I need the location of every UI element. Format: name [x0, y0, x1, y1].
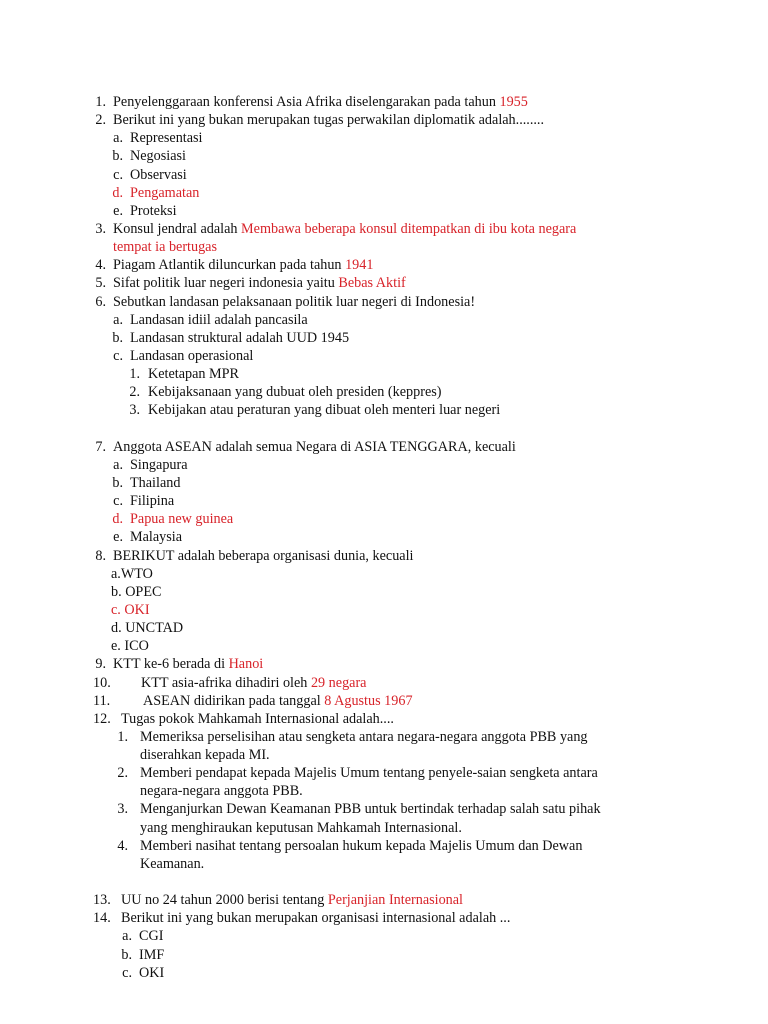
- option: [0, 964, 768, 982]
- item-label: 4.: [117, 837, 128, 854]
- option: [0, 637, 768, 655]
- question-4: [0, 256, 768, 274]
- option-text: b. OPEC: [111, 583, 162, 600]
- question-number: 2.: [95, 112, 106, 129]
- question-number: 11.: [93, 692, 111, 709]
- option: [0, 927, 768, 945]
- question-number: 13.: [93, 892, 111, 909]
- document-page: [0, 93, 768, 982]
- option-answer: [0, 510, 768, 528]
- answer-text: tempat ia bertugas: [113, 239, 218, 256]
- option: [0, 492, 768, 510]
- option: [0, 619, 768, 637]
- option-text: OKI: [139, 964, 165, 981]
- option-label: b.: [121, 946, 132, 963]
- question-text: Penyelenggaraan konferensi Asia Afrika diselengarakan pada tahun: [113, 94, 500, 110]
- option-label: e.: [113, 529, 123, 546]
- question-number: 7.: [95, 438, 106, 455]
- option-label: b.: [112, 474, 123, 491]
- question-9: [0, 655, 768, 673]
- option: [0, 166, 768, 184]
- sub-item: [0, 401, 768, 419]
- answer-text: 1955: [499, 94, 528, 110]
- option-label: d.: [112, 184, 123, 201]
- question-text: KTT asia-afrika dihadiri oleh: [141, 674, 311, 691]
- option-label: c.: [113, 493, 123, 510]
- item-text: Landasan operasional: [130, 347, 254, 364]
- list-item-continuation: [0, 782, 768, 800]
- list-item: [0, 800, 768, 818]
- question-text: Anggota ASEAN adalah semua Negara di ASIA TENGGARA, kecuali: [113, 438, 516, 455]
- item-text: negara-negara anggota PBB.: [140, 783, 303, 800]
- item-text: Keamanan.: [140, 855, 205, 872]
- question-number: 1.: [95, 94, 106, 110]
- option-text: Singapura: [130, 456, 188, 473]
- item-label: 1.: [117, 728, 128, 745]
- list-item: [0, 329, 768, 347]
- blank-line: [0, 420, 768, 438]
- question-number: 12.: [93, 710, 111, 727]
- option-text: Papua new guinea: [130, 511, 234, 528]
- sub-item: [0, 365, 768, 383]
- question-number: 14.: [93, 910, 111, 927]
- question-14: [0, 909, 768, 927]
- option: [0, 565, 768, 583]
- option-label: e.: [113, 202, 123, 219]
- answer-text: Hanoi: [228, 656, 264, 673]
- option: [0, 202, 768, 220]
- question-7: [0, 438, 768, 456]
- sub-item-label: 1.: [129, 366, 140, 383]
- list-item: [0, 311, 768, 329]
- item-label: 3.: [117, 801, 128, 818]
- sub-item-label: 2.: [129, 384, 140, 401]
- option: [0, 474, 768, 492]
- option-text: Negosiasi: [130, 148, 186, 165]
- option-text: a.WTO: [111, 565, 153, 582]
- question-number: 4.: [95, 257, 106, 274]
- question-text: Piagam Atlantik diluncurkan pada tahun: [113, 257, 346, 274]
- list-item: [0, 837, 768, 855]
- question-number: 8.: [95, 547, 106, 564]
- option: [0, 583, 768, 601]
- answer-text: 8 Agustus 1967: [324, 692, 413, 709]
- option-text: Filipina: [130, 493, 175, 510]
- item-text: diserahkan kepada MI.: [140, 747, 270, 764]
- answer-continuation: [0, 238, 768, 256]
- item-text: yang menghiraukan keputusan Mahkamah Internasional.: [140, 819, 462, 836]
- question-text: UU no 24 tahun 2000 berisi tentang: [121, 892, 328, 909]
- sub-item: [0, 383, 768, 401]
- option-label: a.: [113, 130, 123, 147]
- option-text: c. OKI: [111, 601, 150, 618]
- option-label: a.: [122, 928, 132, 945]
- option: [0, 528, 768, 546]
- option-label: c.: [122, 964, 132, 981]
- question-6: [0, 293, 768, 311]
- option-label: a.: [113, 456, 123, 473]
- option-text: Representasi: [130, 130, 203, 147]
- list-item: [0, 764, 768, 782]
- item-text: Memberi pendapat kepada Majelis Umum tentang penyele-saian sengketa antara: [140, 765, 598, 782]
- question-text: Sebutkan landasan pelaksanaan politik luar negeri di Indonesia!: [113, 293, 476, 310]
- option-label: d.: [112, 511, 123, 528]
- option-text: Observasi: [130, 166, 187, 183]
- item-label: b.: [112, 329, 123, 346]
- question-3: [0, 220, 768, 238]
- option-text: d. UNCTAD: [111, 620, 184, 637]
- question-number: 5.: [95, 275, 106, 292]
- answer-text: 29 negara: [310, 674, 367, 691]
- option-text: Thailand: [130, 474, 181, 491]
- question-12: [0, 710, 768, 728]
- option-text: e. ICO: [111, 638, 149, 655]
- question-11: [0, 692, 768, 710]
- item-text: Landasan idiil adalah pancasila: [130, 311, 308, 328]
- item-text: Landasan struktural adalah UUD 1945: [130, 329, 350, 346]
- option: [0, 946, 768, 964]
- list-item: [0, 347, 768, 365]
- sub-item-text: Kebijaksanaan yang dubuat oleh presiden (keppres): [148, 384, 442, 401]
- answer-text: Perjanjian Internasional: [327, 892, 464, 909]
- item-label: 2.: [117, 765, 128, 782]
- question-13: [0, 891, 768, 909]
- item-label: c.: [113, 347, 123, 364]
- question-text: Berikut ini yang bukan merupakan tugas perwakilan diplomatik adalah........: [113, 112, 545, 129]
- option-text: IMF: [139, 946, 165, 963]
- question-text: Berikut ini yang bukan merupakan organisasi internasional adalah ...: [121, 910, 511, 927]
- answer-text: 1941: [345, 257, 374, 274]
- list-item-continuation: [0, 855, 768, 873]
- option-text: Malaysia: [130, 529, 183, 546]
- blank-line: [0, 873, 768, 891]
- option: [0, 456, 768, 474]
- question-1: [0, 93, 768, 111]
- question-10: [0, 674, 768, 692]
- option: [0, 147, 768, 165]
- question-text: Konsul jendral adalah: [113, 220, 242, 237]
- option-text: Proteksi: [130, 202, 177, 219]
- question-5: [0, 274, 768, 292]
- question-text: KTT ke-6 berada di: [113, 656, 229, 673]
- question-text: Sifat politik luar negeri indonesia yaitu: [113, 275, 339, 292]
- question-number: 6.: [95, 293, 106, 310]
- list-item: [0, 728, 768, 746]
- answer-text: Bebas Aktif: [338, 275, 406, 292]
- answer-text: Membawa beberapa konsul ditempatkan di ibu kota negara: [241, 220, 577, 237]
- list-item-continuation: [0, 819, 768, 837]
- option: [0, 129, 768, 147]
- option-text: CGI: [139, 928, 164, 945]
- option-answer: [0, 601, 768, 619]
- option-label: b.: [112, 148, 123, 165]
- item-text: Memberi nasihat tentang persoalan hukum kepada Majelis Umum dan Dewan: [140, 837, 583, 854]
- item-text: Memeriksa perselisihan atau sengketa antara negara-negara anggota PBB yang: [140, 728, 588, 745]
- sub-item-label: 3.: [129, 402, 140, 419]
- item-text: Menganjurkan Dewan Keamanan PBB untuk bertindak terhadap salah satu pihak: [140, 801, 601, 818]
- sub-item-text: Ketetapan MPR: [148, 366, 240, 383]
- item-label: a.: [113, 311, 123, 328]
- question-number: 10.: [93, 674, 111, 691]
- sub-item-text: Kebijakan atau peraturan yang dibuat oleh menteri luar negeri: [148, 402, 501, 419]
- question-2: [0, 111, 768, 129]
- option-text: Pengamatan: [130, 184, 200, 201]
- question-text: ASEAN didirikan pada tanggal: [143, 692, 325, 709]
- question-text: BERIKUT adalah beberapa organisasi dunia, kecuali: [113, 547, 414, 564]
- question-number: 3.: [95, 220, 106, 237]
- option-label: c.: [113, 166, 123, 183]
- question-text: Tugas pokok Mahkamah Internasional adalah....: [121, 710, 394, 727]
- option-answer: [0, 184, 768, 202]
- list-item-continuation: [0, 746, 768, 764]
- question-number: 9.: [95, 656, 106, 673]
- question-8: [0, 547, 768, 565]
